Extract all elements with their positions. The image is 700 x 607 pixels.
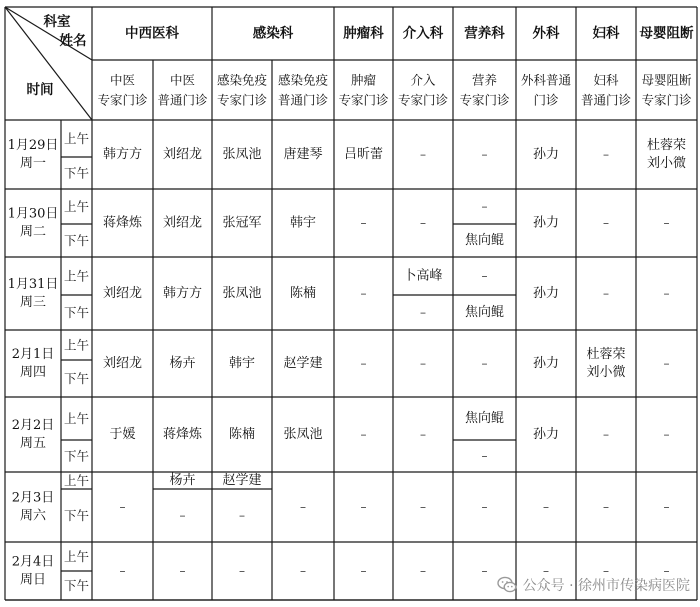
doctor-cell: – (603, 500, 609, 514)
subclinic-header: 专家门诊 (397, 92, 449, 108)
doctor-cell: – (481, 449, 488, 463)
date-label: 1月31日 (7, 277, 59, 292)
doctor-cell: 韩宇 (289, 215, 317, 231)
doctor-cell: 陈楠 (228, 427, 256, 442)
doctor-cell: 张冠军 (222, 215, 262, 231)
doctor-cell: 张凤池 (222, 286, 262, 301)
doctor-cell: 刘小微 (646, 156, 687, 171)
corner-time-label: 时间 (26, 82, 54, 98)
doctor-cell: – (481, 564, 488, 578)
date-label: 2月1日 (11, 347, 55, 362)
doctor-cell: 张凤池 (283, 427, 323, 442)
weekday-label: 周五 (19, 436, 47, 451)
date-label: 2月3日 (11, 490, 55, 506)
doctor-cell: – (603, 286, 609, 301)
period-pm-label: 下午 (63, 165, 90, 181)
period-am-label: 上午 (63, 131, 90, 146)
doctor-cell: 孙力 (532, 356, 560, 371)
subclinic-header: 专家门诊 (338, 92, 389, 108)
doctor-cell: – (420, 216, 426, 230)
corner-dept-label: 科室 (43, 14, 71, 30)
doctor-cell: – (179, 564, 186, 578)
doctor-cell: – (360, 216, 367, 230)
doctor-cell: 杜蓉荣 (646, 138, 687, 153)
doctor-cell: – (663, 500, 670, 514)
doctor-cell: – (543, 564, 549, 578)
subclinic-header: 门诊 (533, 92, 559, 108)
subclinic-header: 中医 (109, 72, 136, 88)
weekday-label: 周日 (19, 572, 47, 588)
doctor-cell: – (420, 500, 426, 514)
weekday-label: 周六 (19, 508, 47, 524)
doctor-cell: 刘绍龙 (102, 356, 143, 371)
period-am-label: 上午 (63, 199, 90, 214)
period-am-label: 上午 (63, 411, 90, 426)
subclinic-header: 专家门诊 (216, 92, 268, 108)
subclinic-header: 专家门诊 (641, 92, 692, 108)
subclinic-header: 普通门诊 (580, 92, 632, 108)
subclinic-header: 专家门诊 (97, 92, 148, 108)
doctor-cell: 蒋烽炼 (102, 215, 143, 231)
watermark-label: 公众号 · 徐州市传染病医院 (522, 578, 690, 594)
doctor-cell: – (420, 147, 426, 162)
doctor-cell: 刘绍龙 (162, 147, 203, 162)
doctor-cell: – (360, 564, 367, 578)
doctor-cell: – (420, 564, 426, 578)
period-pm-label: 下午 (63, 448, 90, 464)
period-pm-label: 下午 (63, 305, 90, 320)
weekday-label: 周三 (19, 295, 47, 310)
weekday-label: 周四 (19, 365, 47, 380)
date-label: 2月4日 (11, 554, 55, 570)
weekday-label: 周二 (19, 224, 47, 240)
weekday-label: 周一 (19, 156, 47, 171)
doctor-cell: – (481, 356, 488, 371)
period-am-label: 上午 (63, 473, 90, 488)
doctor-cell: – (300, 500, 306, 514)
doctor-cell: – (360, 356, 367, 371)
date-label: 1月29日 (7, 138, 59, 153)
doctor-cell: 韩方方 (162, 286, 203, 301)
doctor-cell: 唐建琴 (283, 147, 323, 162)
doctor-cell: – (603, 564, 609, 578)
doctor-cell: – (603, 147, 609, 162)
wechat-icon (497, 576, 517, 594)
doctor-cell: – (300, 564, 306, 578)
period-am-label: 上午 (63, 549, 90, 564)
doctor-cell: – (119, 500, 126, 514)
doctor-cell: – (663, 427, 670, 442)
doctor-cell: 赵学建 (283, 356, 323, 371)
watermark (497, 575, 690, 595)
period-pm-label: 下午 (63, 578, 90, 593)
doctor-cell: – (119, 564, 126, 578)
period-pm-label: 下午 (63, 233, 90, 248)
dept-header: 母婴阻断 (639, 25, 694, 42)
subclinic-header: 普通门诊 (277, 92, 329, 108)
doctor-cell: – (663, 356, 670, 371)
dept-header: 介入科 (402, 25, 444, 42)
period-pm-label: 下午 (63, 371, 90, 386)
doctor-cell: – (360, 286, 367, 301)
date-label: 2月2日 (11, 418, 55, 433)
subclinic-header: 专家门诊 (459, 92, 510, 108)
date-label: 1月30日 (7, 206, 59, 222)
doctor-cell: 张凤池 (222, 147, 262, 162)
dept-header: 肿瘤科 (343, 25, 384, 42)
subclinic-header: 营养 (471, 72, 498, 88)
doctor-cell: – (420, 356, 426, 371)
doctor-cell: 卜高峰 (403, 268, 443, 284)
doctor-cell: – (481, 500, 488, 514)
doctor-cell: – (543, 500, 549, 514)
doctor-cell: 焦向鲲 (464, 305, 505, 320)
doctor-cell: 赵学建 (222, 473, 262, 488)
doctor-cell: – (663, 216, 670, 230)
subclinic-header: 感染免疫 (216, 72, 268, 88)
corner-name-label: 姓名 (59, 33, 87, 49)
doctor-cell: – (481, 147, 488, 162)
doctor-cell: 杨卉 (169, 356, 196, 371)
subclinic-header: 外科普通 (520, 72, 572, 88)
doctor-cell: – (603, 427, 609, 442)
dept-header: 妇科 (592, 25, 620, 42)
doctor-cell: – (603, 216, 609, 230)
subclinic-header: 妇科 (593, 72, 619, 88)
doctor-cell: 蒋烽炼 (162, 427, 203, 442)
doctor-cell: 韩宇 (228, 356, 256, 371)
doctor-cell: – (360, 427, 367, 442)
doctor-cell: 刘小微 (586, 365, 626, 380)
doctor-cell: 孙力 (532, 286, 560, 301)
doctor-cell: – (481, 269, 488, 283)
doctor-cell: 陈楠 (289, 286, 317, 301)
subclinic-header: 肿瘤 (350, 72, 377, 88)
doctor-cell: 杨卉 (169, 473, 196, 488)
dept-header: 中西医科 (125, 25, 179, 42)
doctor-cell: – (663, 564, 670, 578)
doctor-cell: 孙力 (532, 427, 560, 442)
subclinic-header: 感染免疫 (277, 72, 329, 88)
doctor-cell: – (239, 508, 245, 523)
dept-header: 营养科 (464, 25, 505, 42)
doctor-cell: 刘绍龙 (102, 286, 143, 301)
doctor-cell: 孙力 (532, 215, 560, 231)
period-am-label: 上午 (63, 337, 90, 353)
doctor-cell: 孙力 (532, 147, 560, 162)
dept-header: 感染科 (252, 25, 294, 42)
doctor-cell: 于媛 (109, 427, 136, 442)
dept-header: 外科 (532, 25, 560, 42)
doctor-cell: 韩方方 (102, 147, 143, 162)
subclinic-header: 中医 (169, 72, 196, 88)
doctor-cell: – (239, 564, 245, 578)
doctor-cell: – (420, 305, 426, 320)
doctor-cell: – (663, 286, 670, 301)
doctor-cell: – (179, 508, 186, 523)
subclinic-header: 普通门诊 (157, 92, 208, 108)
subclinic-header: 母婴阻断 (641, 72, 692, 88)
doctor-cell: 焦向鲲 (464, 411, 505, 426)
period-pm-label: 下午 (63, 508, 90, 523)
subclinic-header: 介入 (410, 72, 436, 88)
doctor-cell: – (481, 199, 488, 214)
doctor-cell: 吕昕蕾 (343, 147, 384, 162)
doctor-cell: – (360, 500, 367, 514)
doctor-cell: – (420, 427, 426, 442)
doctor-cell: 杜蓉荣 (586, 347, 626, 362)
period-am-label: 上午 (63, 268, 90, 284)
doctor-cell: 焦向鲲 (464, 233, 505, 248)
doctor-cell: 刘绍龙 (162, 215, 203, 231)
